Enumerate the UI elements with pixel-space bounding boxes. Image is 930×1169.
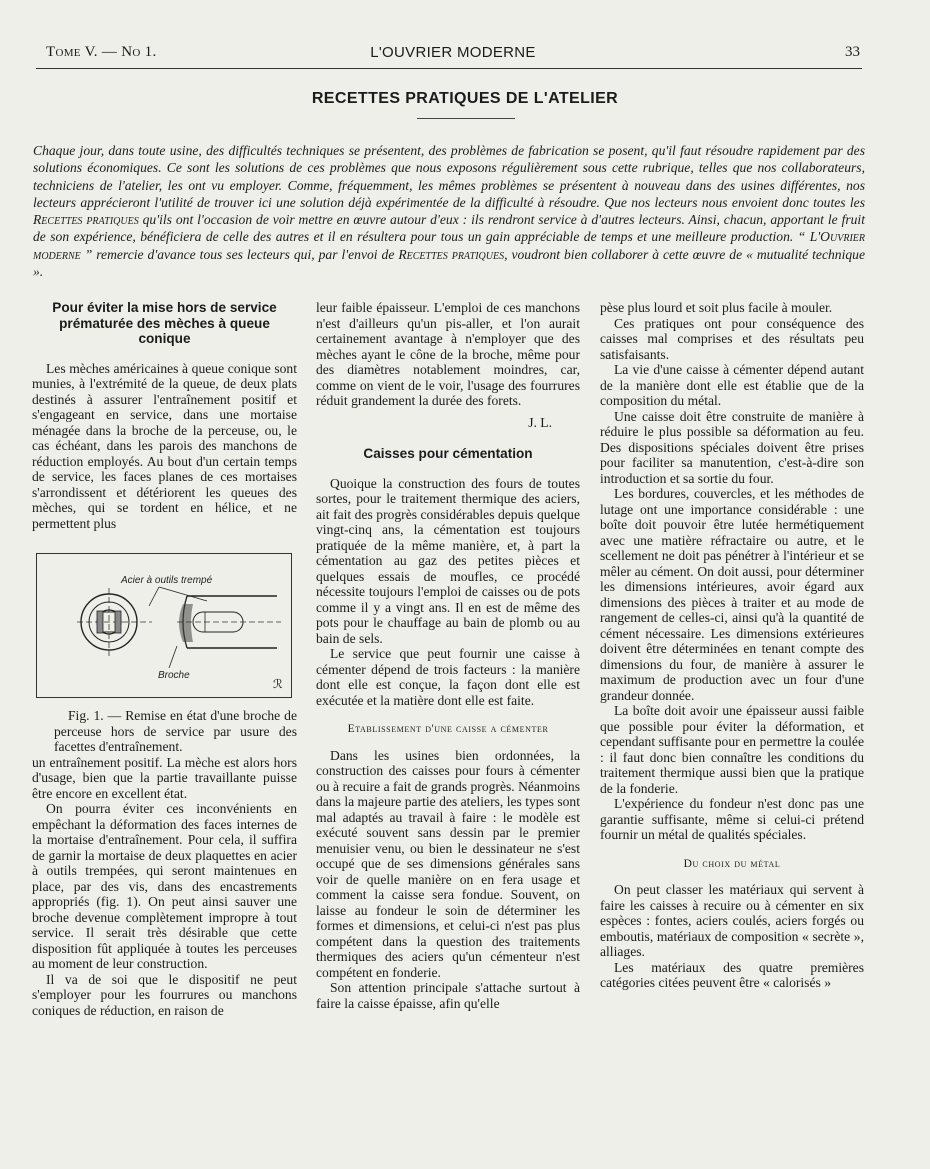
article-heading-meches: Pour éviter la mise hors de service prématurée des mèches à queue conique bbox=[52, 300, 277, 346]
intro-text: Chaque jour, dans toute usine, des difficultés techniques se présentent, des problèmes de fabrication se posent, qu'il faut résoudre rapidement par des solutions économiques. Ce sont les solutions de ces problèmes que nous exposons régulièrement sous cette rubrique, telles que nos collaborateurs, techniciens de l'atelier, les ont vu employer. Comme, fréquemment, les mêmes problèmes se présentent à nouveau dans des usines différentes, nos lecteurs apprécieront l'utilité de trouver ici une solution déjà expérimentée de la difficulté à résoudre. Que nos lecteurs nous envoient donc toutes les bbox=[33, 143, 865, 210]
intro-recettes-1: Recettes pratiques bbox=[33, 212, 139, 228]
intro-recettes-2: Recettes pratiques bbox=[398, 246, 505, 262]
paragraph: La vie d'une caisse à cémenter dépend autant de la manière dont elle est établie que de la composition du métal. bbox=[600, 362, 864, 408]
intro-text: ” remercie d'avance tous ses lecteurs qui, par l'envoi de bbox=[80, 246, 399, 262]
column-1 bbox=[32, 300, 297, 1018]
page-number: 33 bbox=[845, 44, 860, 60]
label-acier: Acier à outils trempé bbox=[121, 575, 213, 586]
paragraph: Il va de soi que le dispositif ne peut s'employer pour les fourrures ou manchons coniques de réduction, en raison de bbox=[32, 971, 297, 1018]
title-rule bbox=[417, 118, 515, 119]
subheading-choix-metal: Du choix du métal bbox=[683, 857, 781, 870]
paragraph: un entraînement positif. La mèche est alors hors d'usage, bien que la partie travaillante puisse être encore en excellent état. bbox=[32, 754, 297, 801]
paragraph: Une caisse doit être construite de manière à réduire le plus possible sa déformation au feu. Des dispositions spéciales doivent être prises pour faciliter sa manutention, c'est-à-dire son introduction et sa sortie du four. bbox=[600, 408, 864, 486]
paragraph: Son attention principale s'attache surtout à faire la caisse épaisse, afin qu'elle bbox=[316, 980, 580, 1011]
header-rule bbox=[36, 68, 862, 69]
subheading-etablissement: Etablissement d'une caisse a cémenter bbox=[347, 723, 549, 735]
journal-title: L'OUVRIER MODERNE bbox=[370, 44, 536, 61]
paragraph: Le service que peut fournir une caisse à cémenter dépend de trois facteurs : la manière dont elle est conçue, la façon dont elle est exécutée et la matière dont elle est faite. bbox=[316, 646, 580, 708]
paragraph: Quoique la construction des fours de toutes sortes, pour le traitement thermique des aciers, ait fait des progrès considérables depuis quelque vingt-cinq ans, la cémentation est toujours pratiquée de la même manière, et, à part la cémentation au gaz des petites pièces et quelques essais de moufles, ce procédé nécessite toujours l'emploi de caisses ou de pots comme il y a vingt ans. Il en est de même des pots pour le chauffage au bain de plomb ou au bain de sels. bbox=[316, 475, 580, 646]
spindle-diagram bbox=[37, 554, 291, 697]
article-heading-caisses: Caisses pour cémentation bbox=[363, 446, 533, 461]
column-3 bbox=[600, 300, 864, 991]
paragraph: Les mèches américaines à queue conique sont munies, à l'extrémité de la queue, de deux plats destinés à assurer l'entraînement positif et s'engageant en service, dans une mortaise ménagée dans la broche de la perceuse, ou, le cas échéant, dans les parois des manchons de réduction employés. Au bout d'un certain temps de service, les faces planes de ces mortaises s'arrondissent et détériorent les queues des mèches, qui se tordent en hélice, et ne permettent plus bbox=[32, 360, 297, 531]
paragraph: On peut classer les matériaux qui servent à faire les caisses à recuire ou à cémenter en six espèces : fontes, aciers coulés, aciers forgés ou emboutis, matériaux de composition « secrète », alliages. bbox=[600, 882, 864, 959]
paragraph: Les matériaux des quatre premières catégories citées peuvent être « calorisés » bbox=[600, 959, 864, 990]
paragraph: leur faible épaisseur. L'emploi de ces manchons n'est d'ailleurs qu'un pis-aller, et l'on aurait certainement avantage à n'employer que des mèches ayant le cône de la broche, même pour des diamètres notablement moindres, car, comme on vient de le voir, l'usage des fourrures réduit grandement la durée des forets. bbox=[316, 300, 580, 408]
svg-text:ℛ: ℛ bbox=[273, 677, 283, 691]
paragraph: L'expérience du fondeur n'est donc pas une garantie suffisante, même si celui-ci prétend fournir un métal de qualités spéciales. bbox=[600, 796, 864, 842]
paragraph: La boîte doit avoir une épaisseur aussi faible que possible pour éviter la déformation, et cependant suffisante pour en permettre la coulée : il faut donc bien connaître les conditions du traitement thermique aussi bien que la pratique de la fonderie. bbox=[600, 703, 864, 796]
paragraph: Les bordures, couvercles, et les méthodes de lutage ont une importance considérable : une boîte doit pouvoir être lutée hermétiquement avec une matière réfractaire ou autre, et le scellement ne doit pas pénétrer à l'intérieur et se mêler au cément. On doit aussi, pour déterminer les dimensions intérieures, avoir égard aux dimensions des pièces à traiter et au mode de rangement de celles-ci, ainsi qu'à la quantité de cément nécessaire. Les dimensions extérieures doivent être déterminées en tenant compte des dimensions du four, de manière à assurer le maximum de production avec un four d'une grandeur donnée. bbox=[600, 486, 864, 703]
label-broche: Broche bbox=[158, 670, 190, 681]
figure-caption: Fig. 1. — Remise en état d'une broche de perceuse hors de service par usure des facettes d'entraînement. bbox=[54, 708, 297, 754]
intro-ouvrier-moderne: L'Ouvrier moderne bbox=[33, 229, 865, 262]
volume-number: Tome V. — No 1. bbox=[46, 44, 157, 60]
intro-text: , voudront bien collaborer à cette œuvre de « mutualité technique ». bbox=[33, 246, 865, 280]
paragraph: Dans les usines bien ordonnées, la construction des caisses pour fours à cémenter ou à recuire a fait de grands progrès. Néanmoins dans la majeure partie des ateliers, les types sont mal adaptés au travail à faire : le modèle est exécuté souvent sans dessin par le premier menuisier venu, ou bien le dessinateur ne s'est occupé que de ses dimensions générales sans voir de quelle manière on en fera usage et comment la caisse sera fondue. Souvent, on laisse au fondeur le soin de déterminer les formes et dimensions, et celui-ci n'est pas plus compétent dans la question des traitements thermiques des aciers qu'un cémenteur n'est compétent en fonderie. bbox=[316, 747, 580, 980]
paragraph: Ces pratiques ont pour conséquence des caisses mal comprises et des résultats peu satisfaisants. bbox=[600, 315, 864, 362]
intro-paragraph bbox=[33, 142, 865, 280]
author-signature: J. L. bbox=[528, 414, 552, 430]
intro-text: qu'ils ont l'occasion de voir mettre en œuvre autour d'eux : ils rendront service à d'autres lecteurs. Ainsi, chacun, apportant le fruit de son expérience, bénéficiera de celle des autres et il en résultera pour tous un gain appréciable de temps et une meilleure production. “ bbox=[33, 212, 865, 245]
page-title: RECETTES PRATIQUES DE L'ATELIER bbox=[311, 90, 619, 107]
paragraph: pèse plus lourd et soit plus facile à mouler. bbox=[600, 300, 833, 315]
running-header bbox=[46, 44, 860, 64]
figure-1-drawing bbox=[36, 553, 292, 698]
column-2 bbox=[316, 300, 580, 1011]
paragraph: On pourra éviter ces inconvénients en empêchant la déformation des faces internes de la mortaise d'entraînement. Pour cela, il suffira de garnir la mortaise de deux plaquettes en acier à outils trempées, qui seront maintenues en place, par des vis, dans des encastrements appropriés (fig. 1). On peut ainsi sauver une broche devenue complètement impropre à tout service. Il serait très désirable que cette disposition fût appliquée à toutes les perceuses au moment de leur construction. bbox=[32, 801, 297, 971]
